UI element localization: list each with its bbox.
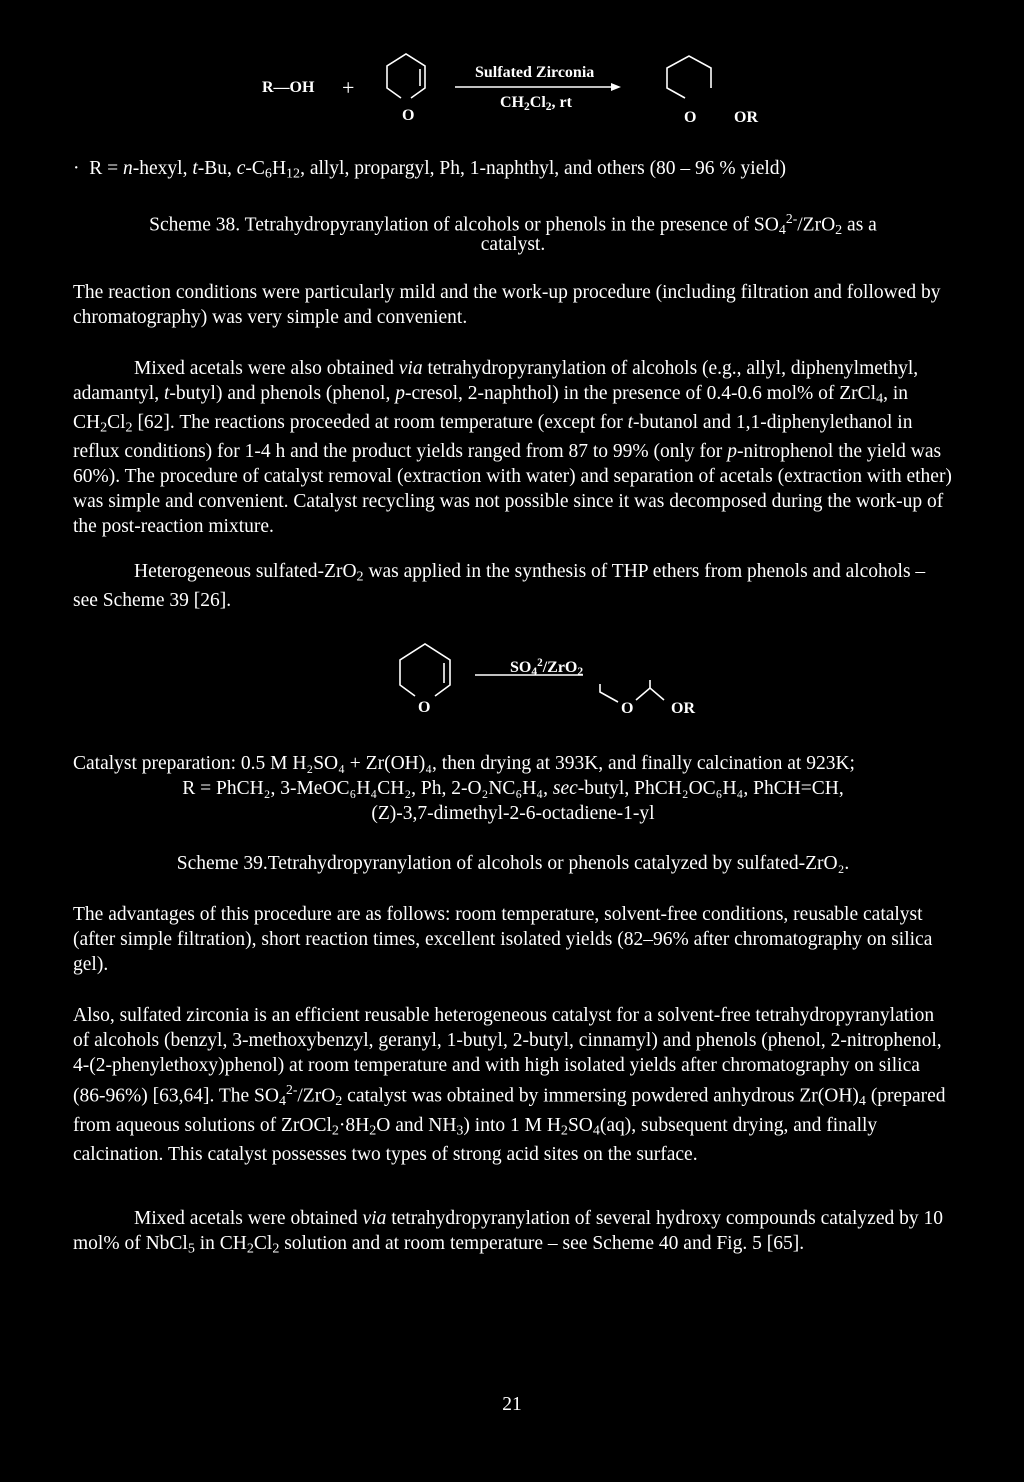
- paragraph-6: Mixed acetals were obtained via tetrahydropyranylation of several hydroxy compounds catalyzed by 10 mol% of NbCl$_5$ in $CH_2Cl_2$ solution and at room temperature – see Scheme 40 and Fig. 5 [65].: [73, 1208, 943, 1257]
- scheme39-product-or: OR: [671, 700, 695, 717]
- scheme39-product-acetal: [598, 678, 678, 718]
- scheme38-dihydropyran-ring: [385, 50, 445, 120]
- scheme38-caption-line2: catalyst.: [480, 234, 546, 255]
- scheme39-preparation: Catalyst preparation: 0.5 M H₂SO₄ + Zr(OH)₄, then drying at 393K, and finally calcination at 923K;: [73, 753, 855, 774]
- scheme39-r-line: R = PhCH₂, 3-MeOC₆H₄CH₂, Ph, 2-O₂NC₆H₄, sec-butyl, PhCH₂OC₆H₄, PhCH=CH,: [182, 778, 844, 799]
- scheme39-r-line2: (Z)-3,7-dimethyl-2-6-octadiene-1-yl: [371, 803, 655, 824]
- paragraph-4: The advantages of this procedure are as follows: room temperature, solvent-free conditions, reusable catalyst (after simple filtration), short reaction times, excellent isolated yields (82–96% after chromatography on silica gel).: [73, 904, 933, 975]
- page-number: 21: [502, 1394, 522, 1415]
- scheme38-reagent-above: Sulfated Zirconia: [475, 64, 595, 81]
- paragraph-5: Also, sulfated zirconia is an efficient reusable heterogeneous catalyst for a solvent-free tetrahydropyranylation of alcohols (benzyl, 3-methoxybenzyl, geranyl, 1-butyl, 2-butyl, cinnamyl) and phenols (phenol, 2-nitrophenol, 4-(2-phenylethoxy)phenol) at room temperature and with high isolated yields after chromatography on silica (86-96%) [63,64]. The $SO_4^{2-}/ZrO_2$ catalyst was obtained by immersing powdered anhydrous $Zr(OH)_4$ (prepared from aqueous solutions of $ZrOCl_2\cdot 8H_2O$ and $NH_3$) into 1 M $H_2SO_4(aq)$, subsequent drying, and finally calcination. This catalyst possesses two types of strong acid sites on the surface.: [73, 1005, 946, 1166]
- scheme39-ring-oxygen: O: [418, 699, 431, 716]
- scheme39-reaction-arrow: [475, 672, 595, 678]
- scheme38-r-list: · R = n-hexyl, t-Bu, $c-C_6H_{12}$, allyl, propargyl, Ph, 1-naphthyl, and others (80 – 96 % yield): [73, 158, 787, 182]
- scheme38-reagent-below: $CH_2Cl_2$, rt: [500, 94, 572, 113]
- scheme39-caption: Scheme 39.Tetrahydropyranylation of alcohols or phenols catalyzed by sulfated-ZrO₂.: [176, 853, 850, 874]
- scheme38-caption: Scheme 38. Tetrahydropyranylation of alcohols or phenols in the presence of $SO_4^{2-}/ZrO_2$ as a: [149, 211, 877, 238]
- paragraph-3: Heterogeneous sulfated-ZrO$_2$ was applied in the synthesis of THP ethers from phenols and alcohols – see Scheme 39 [26].: [73, 561, 926, 612]
- scheme38-product-or: OR: [734, 109, 758, 126]
- scheme38-plus: +: [342, 75, 355, 100]
- paragraph-2: Mixed acetals were also obtained via tetrahydropyranylation of alcohols (e.g., allyl, diphenylmethyl, adamantyl, t-butyl) and phenols (phenol, p-cresol, 2-naphthol) in the presence of 0.4-0.6 mol% of ZrCl$_4$, in $CH_2Cl_2$ [62]. The reactions proceeded at room temperature (except for t-butanol and 1,1-diphenylethanol in reflux conditions) for 1-4 h and the product yields ranged from 87 to 99% (only for p-nitrophenol the yield was 60%). The procedure of catalyst removal (extraction with water) and separation of acetals (extraction with ether) was simple and convenient. Catalyst recycling was not possible since it was decomposed during the work-up of the post-reaction mixture.: [73, 358, 952, 537]
- scheme38-product-oxygen: O: [684, 109, 697, 126]
- scheme38-ring-oxygen: O: [402, 107, 415, 124]
- scheme38-reactant: R—OH: [262, 79, 315, 96]
- scheme39-dihydropyran-ring: [398, 638, 468, 718]
- paragraph-1: The reaction conditions were particularly mild and the work-up procedure (including filtration and followed by chromatography) was very simple and convenient.: [73, 282, 941, 328]
- scheme39-product-oxygen: O: [621, 700, 634, 717]
- scheme39-reagent: $SO_4^2/ZrO_2$: [510, 657, 584, 679]
